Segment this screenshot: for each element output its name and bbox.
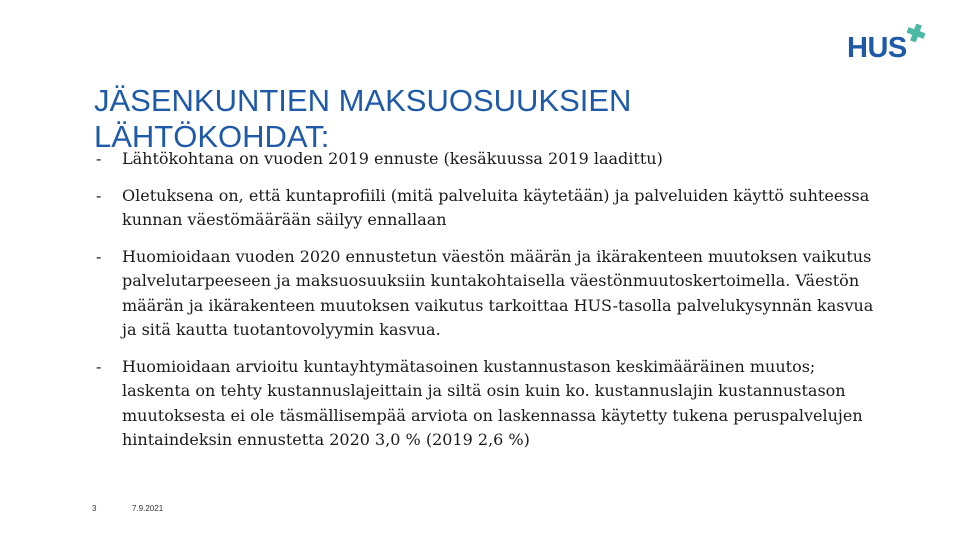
bullet-dash: - <box>96 185 102 205</box>
bullet-dash: - <box>96 149 102 168</box>
bullet-item-2 <box>96 184 876 233</box>
title-line-2: LÄHTÖKOHDAT: <box>94 118 330 154</box>
bullet-item-1 <box>96 147 876 172</box>
bullet-item-4 <box>96 355 876 453</box>
bullet-text: Oletuksena on, että kuntaprofiili (mitä palveluita käytetään) ja palveluiden käyttö suhteessa kunnan väestömäärään säilyy ennallaan <box>122 185 870 229</box>
slide-title <box>94 83 794 155</box>
bullet-dash: - <box>96 356 102 376</box>
hus-logo <box>847 24 927 64</box>
logo-text: HUS <box>847 32 907 64</box>
bullet-item-3 <box>96 245 876 343</box>
page-number: 3 <box>92 504 97 513</box>
footer-date: 7.9.2021 <box>132 504 164 513</box>
title-line-1: JÄSENKUNTIEN MAKSUOSUUKSIEN <box>94 82 632 118</box>
bullet-list <box>96 147 876 465</box>
bullet-text: Huomioidaan vuoden 2020 ennustetun väestön määrän ja ikärakenteen muutoksen vaikutus palvelutarpeeseen ja maksuosuuksiin kuntakohtaisella väestönmuutoskertoimella. Väestön määrän ja ikärakenteen muutoksen vaikutus tarkoittaa HUS-tasolla palvelukysynnän kasvua ja sitä kautta tuotantovolyymin kasvua. <box>122 246 874 339</box>
cross-icon <box>907 24 925 47</box>
bullet-dash: - <box>96 246 102 266</box>
bullet-text: Huomioidaan arvioitu kuntayhtymätasoinen kustannustason keskimääräinen muutos; laskenta on tehty kustannuslajeittain ja siltä osin kuin ko. kustannuslajin kustannustason muutoksesta ei ole täsmällisempää arviota on laskennassa käytetty tukena peruspalvelujen hintaindeksin ennustetta 2020 3,0 % (2019 2,6 %) <box>122 356 863 449</box>
bullet-text: Lähtökohtana on vuoden 2019 ennuste (kesäkuussa 2019 laadittu) <box>122 149 663 168</box>
